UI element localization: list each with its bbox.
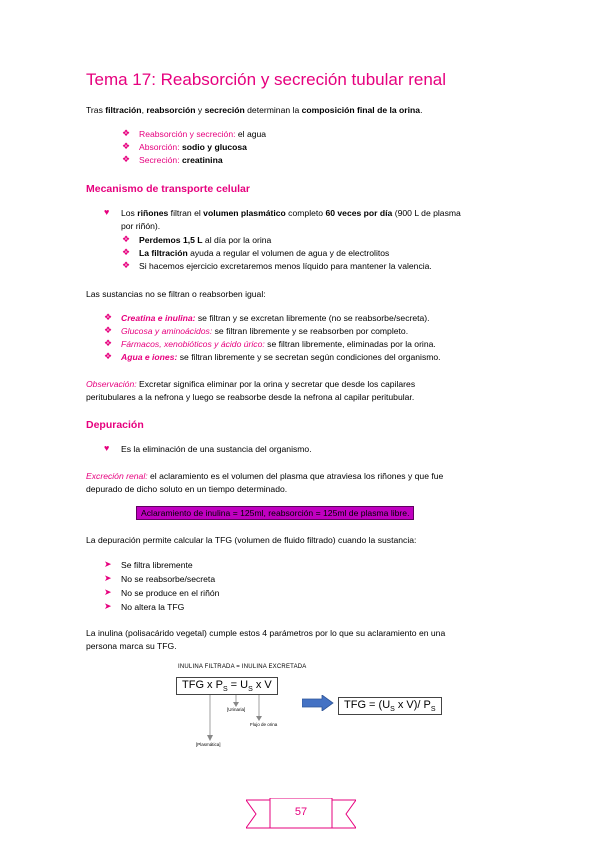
- arrow-bullet-icon: ➤: [104, 601, 112, 611]
- observation-paragraph: Observación: Excretar significa eliminar por la orina y secretar que desde los capilares peritubulares a la nefrona y luego se reabsorbe desde la nefrona al capilar peritubular.: [86, 379, 416, 402]
- page-number: 57: [294, 806, 308, 818]
- section-heading: Mecanismo de transporte celular: [86, 183, 250, 195]
- list-item: Perdemos 1,5 L al día por la orina: [139, 235, 272, 245]
- arrow-head: [207, 735, 213, 741]
- diamond-bullet-icon: ❖: [122, 141, 131, 151]
- inulina-paragraph: La inulina (polisacárido vegetal) cumple estos 4 parámetros por lo que su aclaramiento en una persona marca su TFG.: [86, 628, 446, 651]
- formula-box: TFG x $P_S = U_S$ x V: [176, 677, 278, 695]
- intro-paragraph: Tras filtración, reabsorción y secreción determinan la composición final de la orina.: [86, 105, 423, 115]
- label-flujo: Flujo de orina: [250, 722, 278, 727]
- section-heading: Depuración: [86, 419, 144, 431]
- right-arrow-icon: [302, 695, 334, 711]
- heart-bullet-icon: ♥: [104, 207, 110, 217]
- list-item: Es la eliminación de una sustancia del organismo.: [121, 444, 312, 454]
- list-item: Creatina e inulina: se filtran y se excretan libremente (no se reabsorbe/secreta).: [121, 313, 430, 323]
- diamond-bullet-icon: ❖: [104, 351, 113, 361]
- tfg-paragraph: La depuración permite calcular la TFG (volumen de fluido filtrado) cuando la sustancia:: [86, 535, 417, 545]
- list-item: No se reabsorbe/secreta: [121, 574, 216, 584]
- arrow-bullet-icon: ➤: [104, 559, 112, 569]
- arrow-head: [256, 716, 262, 721]
- list-item: Secreción: creatinina: [139, 155, 223, 165]
- diamond-bullet-icon: ❖: [122, 247, 131, 257]
- substances-paragraph: Las sustancias no se filtran o reabsorben igual:: [86, 289, 266, 299]
- list-item: Absorción: sodio y glucosa: [139, 142, 247, 152]
- arrow-bullet-icon: ➤: [104, 587, 112, 597]
- excretion-paragraph: Excreción renal: el aclaramiento es el volumen del plasma que atraviesa los riñones y que fue depurado de dicho soluto en un tiempo determinado.: [86, 471, 444, 494]
- list-item: La filtración ayuda a regular el volumen de agua y de electrolitos: [139, 248, 390, 258]
- list-item: Glucosa y aminoácidos: se filtran libremente y se reabsorben por completo.: [121, 326, 409, 336]
- diamond-bullet-icon: ❖: [104, 325, 113, 335]
- diamond-bullet-icon: ❖: [122, 260, 131, 270]
- diagram-arrows: [170, 693, 280, 745]
- list-item: Si hacemos ejercicio excretaremos menos líquido para mantener la valencia.: [139, 261, 432, 271]
- arrow-bullet-icon: ➤: [104, 573, 112, 583]
- diagram-header: INULINA FILTRADA = INULINA EXCRETADA: [178, 664, 307, 670]
- list-item: No se produce en el riñón: [121, 588, 220, 598]
- diamond-bullet-icon: ❖: [122, 128, 131, 138]
- diamond-bullet-icon: ❖: [122, 234, 131, 244]
- highlight-note: Aclaramiento de inulina = 125ml, reabsorción = 125ml de plasma libre.: [136, 507, 414, 520]
- heart-bullet-icon: ♥: [104, 443, 110, 453]
- list-item: Fármacos, xenobióticos y ácido úrico: se filtran libremente, eliminadas por la orina.: [121, 339, 436, 349]
- mechanism-paragraph: Los riñones filtran el volumen plasmático completo 60 veces por día (900 L de plasma por riñón).: [121, 208, 461, 231]
- label-urinaria: [Urinaria]: [227, 707, 246, 712]
- diamond-bullet-icon: ❖: [104, 312, 113, 322]
- list-item: Agua e iones: se filtran libremente y se secretan según condiciones del organismo.: [121, 352, 441, 362]
- list-item: Reabsorción y secreción: el agua: [139, 129, 267, 139]
- label-plasmatica: [Plasmática]: [196, 742, 221, 747]
- result-formula-box: TFG = ($U_S$ x V)/ $P_S$: [338, 697, 442, 715]
- list-item: Se filtra libremente: [121, 560, 193, 570]
- list-item: No altera la TFG: [121, 602, 185, 612]
- diamond-bullet-icon: ❖: [122, 154, 131, 164]
- page-title: Tema 17: Reabsorción y secreción tubular renal: [86, 70, 447, 89]
- diamond-bullet-icon: ❖: [104, 338, 113, 348]
